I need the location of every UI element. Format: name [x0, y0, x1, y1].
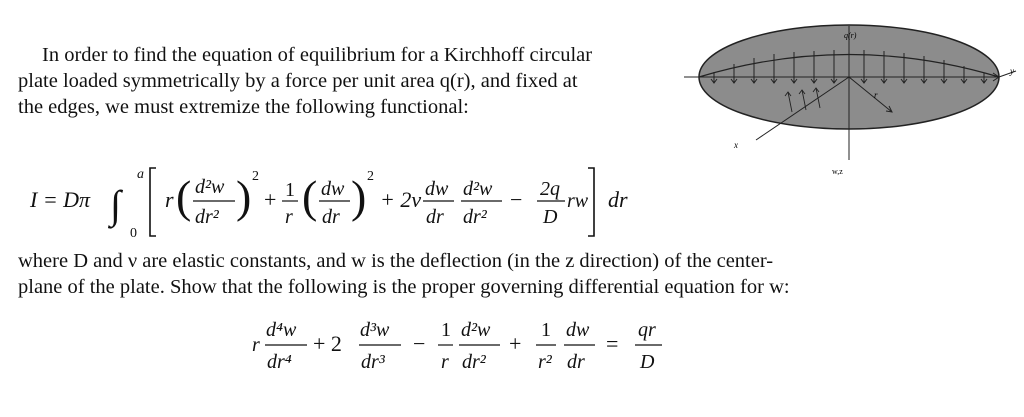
minus-1: − [510, 187, 523, 212]
frac6-denominator: D [543, 206, 558, 228]
intro-line-1: In order to find the equation of equilibrium for a Kirchhoff circular [42, 44, 593, 66]
where-line-2: plane of the plate. Show that the following is the proper governing differential equation for w: [18, 276, 790, 298]
eq-rhs-denominator: D [640, 351, 655, 373]
where-paragraph [18, 248, 1018, 300]
load-label: q(r) [844, 31, 857, 40]
intro-line-3: the edges, we must extremize the following functional: [18, 96, 469, 118]
eq-frac4-denominator: dr² [462, 351, 486, 373]
frac4-numerator: dw [425, 178, 449, 200]
eq-frac6-numerator: dw [566, 319, 590, 341]
where-line-1: where D and ν are elastic constants, and w is the deflection (in the z direction) of the center- [18, 250, 774, 272]
y-axis-label: y [1010, 66, 1014, 76]
eq-frac4-numerator: d²w [461, 319, 491, 341]
r-factor: r [165, 187, 174, 212]
lower-limit: 0 [130, 226, 137, 241]
upper-limit: a [137, 167, 144, 182]
eq-frac5-denominator: r² [538, 351, 552, 373]
frac2-numerator: 1 [285, 179, 295, 201]
exponent-2: 2 [367, 169, 374, 184]
right-bracket [588, 168, 594, 236]
eq-r-factor: r [252, 334, 260, 356]
frac1-numerator: d²w [195, 176, 225, 198]
eq-frac1-numerator: d⁴w [266, 319, 297, 341]
frac3-numerator: dw [321, 178, 345, 200]
eq-rhs-numerator: qr [638, 319, 656, 341]
frac5-denominator: dr² [463, 206, 487, 228]
eq-frac1-denominator: dr⁴ [267, 351, 292, 373]
problem-intro-paragraph [18, 42, 678, 120]
radius-label: r [874, 90, 878, 100]
term3-coefficient: + 2ν [380, 187, 422, 212]
left-paren-2: ( [302, 171, 318, 222]
eq-plus-2: + 2 [313, 331, 342, 356]
eq-plus: + [509, 331, 522, 356]
eq-frac3-denominator: r [441, 351, 449, 373]
x-axis-label: x [734, 140, 738, 150]
right-paren-2: ) [351, 171, 367, 222]
circular-plate-figure [684, 20, 1020, 180]
left-paren-1: ( [176, 171, 192, 222]
eq-frac2-numerator: d³w [360, 319, 390, 341]
eq-equals: = [606, 331, 619, 356]
governing-differential-equation [250, 304, 680, 410]
eq-frac5-numerator: 1 [541, 319, 551, 341]
functional-lhs: I = Dπ [30, 187, 91, 212]
intro-line-2: plate loaded symmetrically by a force per unit area q(r), and fixed at [18, 70, 578, 92]
frac5-numerator: d²w [463, 178, 493, 200]
eq-minus: − [413, 331, 426, 356]
eq-frac2-denominator: dr³ [361, 351, 385, 373]
right-paren-1: ) [236, 171, 252, 222]
eq-frac3-numerator: 1 [441, 319, 451, 341]
integral-sign: ∫ [110, 182, 121, 227]
rw-term: rw [567, 190, 589, 212]
differential-dr: dr [608, 187, 628, 212]
wz-axis-label: w,z [832, 167, 843, 176]
exponent-1: 2 [252, 169, 259, 184]
functional-equation [30, 160, 670, 245]
frac2-denominator: r [285, 206, 293, 228]
frac3-denominator: dr [322, 206, 340, 228]
eq-frac6-denominator: dr [567, 351, 585, 373]
left-bracket [150, 168, 156, 236]
plus-1: + [264, 187, 277, 212]
frac4-denominator: dr [426, 206, 444, 228]
frac1-denominator: dr² [195, 206, 219, 228]
frac6-numerator: 2q [540, 178, 560, 200]
